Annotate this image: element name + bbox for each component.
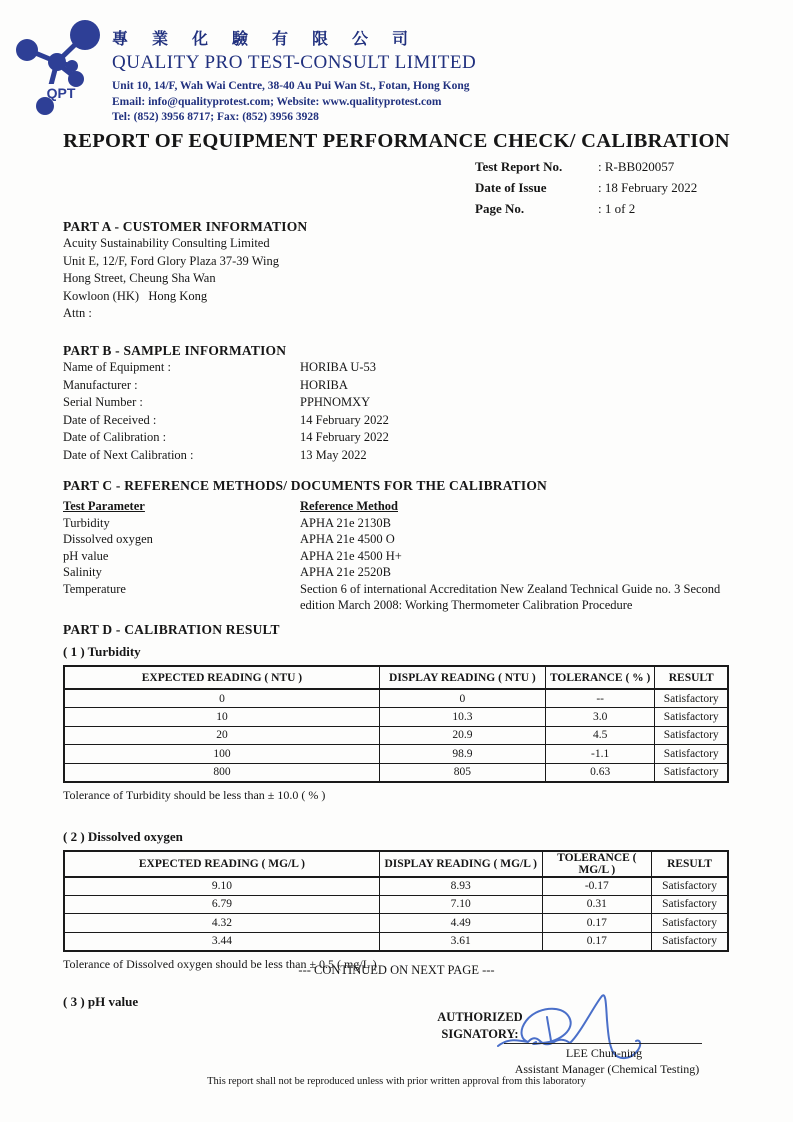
- field-label: Name of Equipment :: [63, 360, 171, 374]
- sample-info-row: [63, 394, 731, 412]
- table-cell: 8.93: [379, 877, 542, 896]
- field-label: Manufacturer :: [63, 377, 138, 392]
- reference-method-row: [63, 548, 731, 565]
- company-phone: Tel: (852) 3956 8717; Fax: (852) 3956 3928: [112, 111, 319, 123]
- field-value: 14 February 2022: [300, 430, 389, 444]
- table-cell: Satisfactory: [655, 763, 728, 782]
- table-row: [64, 745, 728, 764]
- sample-info-row: [63, 359, 731, 377]
- field-value: PPHNOMXY: [300, 395, 371, 409]
- table-cell: 98.9: [379, 745, 545, 764]
- report-title: REPORT OF EQUIPMENT PERFORMANCE CHECK/ CALIBRATION: [63, 130, 730, 152]
- part-a-customer-information: [63, 219, 731, 323]
- reference-method: APHA 21e 4500 H+: [300, 548, 402, 563]
- reference-method: APHA 21e 4500 O: [300, 532, 395, 546]
- reference-method-row: [63, 581, 731, 614]
- table-header-cell: RESULT: [652, 851, 728, 877]
- signatory-name: LEE Chun-ning: [565, 1046, 643, 1060]
- field-value: 13 May 2022: [300, 447, 367, 462]
- qpt-logo-text: QPT: [46, 85, 76, 101]
- reference-method: APHA 21e 2130B: [300, 515, 391, 530]
- table-row: [64, 914, 728, 933]
- field-value: HORIBA U-53: [300, 360, 377, 374]
- parameter-name: pH value: [63, 548, 109, 563]
- reference-method-row: [63, 564, 731, 581]
- report-number-label: Test Report No.: [475, 159, 563, 174]
- table-row: [64, 932, 728, 951]
- company-name-english: QUALITY PRO TEST-CONSULT LIMITED: [112, 52, 477, 73]
- table-cell: 0.63: [545, 763, 655, 782]
- customer-address-line: Hong Street, Cheung Sha Wan: [63, 271, 216, 285]
- table-row: [64, 708, 728, 727]
- table-row: [64, 763, 728, 782]
- company-address: Unit 10, 14/F, Wah Wai Centre, 38-40 Au Pui Wan St., Fotan, Hong Kong: [112, 80, 470, 92]
- table-header-row: [64, 666, 728, 689]
- part-c-reference-methods: [63, 478, 731, 614]
- attention-line: Attn :: [63, 306, 92, 320]
- parameter-name: Dissolved oxygen: [63, 532, 153, 546]
- part-d-calibration-result: [63, 622, 731, 1010]
- reference-method-column-header: Reference Method: [300, 499, 398, 513]
- table-cell: 7.10: [379, 895, 542, 914]
- sample-info-row: [63, 447, 731, 465]
- report-info-row: [475, 177, 697, 198]
- table-cell: Satisfactory: [652, 932, 728, 951]
- sample-info-row: [63, 412, 731, 430]
- table-row: [64, 877, 728, 896]
- table-cell: 3.61: [379, 932, 542, 951]
- table-cell: 0.31: [542, 895, 652, 914]
- reference-method-row: [63, 515, 731, 532]
- table-cell: --: [545, 689, 655, 708]
- table-cell: -0.17: [542, 877, 652, 896]
- test-parameter-column-header: Test Parameter: [63, 499, 145, 513]
- parameter-name: Salinity: [63, 565, 102, 579]
- page-number-value: : 1 of 2: [598, 201, 636, 216]
- ph-section-label: ( 3 ) pH value: [63, 993, 139, 1009]
- turbidity-tolerance-note: Tolerance of Turbidity should be less than ± 10.0 ( % ): [63, 787, 326, 802]
- table-cell: 4.32: [64, 914, 379, 933]
- company-name-chinese: 專 業 化 驗 有 限 公 司: [112, 31, 419, 48]
- reference-method: APHA 21e 2520B: [300, 565, 391, 579]
- table-cell: 4.49: [379, 914, 542, 933]
- table-cell: -1.1: [545, 745, 655, 764]
- date-of-issue-value: : 18 February 2022: [598, 180, 698, 195]
- sample-info-row: [63, 429, 731, 447]
- field-label: Date of Received :: [63, 412, 157, 427]
- dissolved-oxygen-section-label: ( 2 ) Dissolved oxygen: [63, 828, 183, 844]
- customer-address-line: Unit E, 12/F, Ford Glory Plaza 37-39 Wing: [63, 253, 279, 268]
- table-cell: 800: [64, 763, 379, 782]
- table-header-cell: EXPECTED READING ( NTU ): [64, 666, 379, 689]
- customer-address-line: Kowloon (HK) Hong Kong: [63, 288, 208, 303]
- letterhead: [112, 26, 672, 125]
- table-cell: 0: [379, 689, 545, 708]
- continued-on-next-page-note: --- CONTINUED ON NEXT PAGE ---: [298, 963, 495, 977]
- field-label: Date of Calibration :: [63, 430, 167, 444]
- signatory-title: Assistant Manager (Chemical Testing): [514, 1062, 700, 1076]
- report-number-value: : R-BB020057: [598, 159, 675, 174]
- table-cell: 20: [64, 726, 379, 745]
- reference-methods-header-row: [63, 498, 731, 515]
- table-cell: 10: [64, 708, 379, 727]
- table-header-cell: TOLERANCE ( MG/L ): [542, 851, 652, 877]
- table-cell: 100: [64, 745, 379, 764]
- table-cell: 6.79: [64, 895, 379, 914]
- company-logo: [10, 12, 110, 118]
- table-cell: Satisfactory: [655, 708, 728, 727]
- table-cell: Satisfactory: [652, 895, 728, 914]
- part-c-heading: PART C - REFERENCE METHODS/ DOCUMENTS FOR THE CALIBRATION: [63, 478, 547, 493]
- reference-method: Section 6 of international Accreditation New Zealand Technical Guide no. 3 Second edition March 2008: Working Thermometer Calibration Procedure: [300, 581, 721, 612]
- table-header-cell: RESULT: [655, 666, 728, 689]
- date-of-issue-label: Date of Issue: [475, 180, 547, 195]
- table-cell: Satisfactory: [652, 914, 728, 933]
- table-cell: Satisfactory: [655, 745, 728, 764]
- table-cell: 9.10: [64, 877, 379, 896]
- report-info-row: [475, 198, 697, 219]
- parameter-name: Turbidity: [63, 515, 110, 530]
- part-d-heading: PART D - CALIBRATION RESULT: [63, 622, 280, 637]
- field-label: Serial Number :: [63, 395, 143, 409]
- report-info-row: [475, 156, 697, 177]
- table-cell: Satisfactory: [652, 877, 728, 896]
- table-header-cell: TOLERANCE ( % ): [545, 666, 655, 689]
- table-header-cell: EXPECTED READING ( MG/L ): [64, 851, 379, 877]
- parameter-name: Temperature: [63, 581, 126, 596]
- turbidity-section-label: ( 1 ) Turbidity: [63, 644, 141, 659]
- table-cell: 20.9: [379, 726, 545, 745]
- table-cell: Satisfactory: [655, 726, 728, 745]
- table-cell: 0.17: [542, 914, 652, 933]
- field-value: HORIBA: [300, 377, 348, 392]
- field-value: 14 February 2022: [300, 412, 389, 427]
- table-cell: 0: [64, 689, 379, 708]
- table-row: [64, 895, 728, 914]
- page-number-label: Page No.: [475, 201, 525, 216]
- table-cell: Satisfactory: [655, 689, 728, 708]
- dissolved-oxygen-table: [63, 850, 729, 952]
- table-header-cell: DISPLAY READING ( NTU ): [379, 666, 545, 689]
- part-b-heading: PART B - SAMPLE INFORMATION: [63, 343, 287, 358]
- field-label: Date of Next Calibration :: [63, 447, 194, 462]
- dissolved-oxygen-tolerance-note: Tolerance of Dissolved oxygen should be less than ± 0.5 ( mg/L ): [63, 956, 377, 971]
- customer-name: Acuity Sustainability Consulting Limited: [63, 236, 270, 250]
- authorized-signatory-label: AUTHORIZED SIGNATORY:: [437, 1010, 523, 1041]
- turbidity-table: [63, 665, 729, 783]
- footer-disclaimer: This report shall not be reproduced unless with prior written approval from this laboratory: [207, 1076, 586, 1087]
- table-row: [64, 726, 728, 745]
- table-cell: 805: [379, 763, 545, 782]
- report-info: [475, 156, 697, 219]
- table-cell: 0.17: [542, 932, 652, 951]
- reference-method-row: [63, 531, 731, 548]
- sample-info-row: [63, 377, 731, 395]
- table-row: [64, 689, 728, 708]
- table-header-cell: DISPLAY READING ( MG/L ): [379, 851, 542, 877]
- table-cell: 3.44: [64, 932, 379, 951]
- company-contact: Email: info@qualityprotest.com; Website: www.qualityprotest.com: [112, 95, 442, 108]
- part-b-sample-information: [63, 343, 731, 464]
- table-cell: 3.0: [545, 708, 655, 727]
- table-header-row: [64, 851, 728, 877]
- part-a-heading: PART A - CUSTOMER INFORMATION: [63, 219, 308, 234]
- table-cell: 4.5: [545, 726, 655, 745]
- table-cell: 10.3: [379, 708, 545, 727]
- signature-line: [504, 1043, 702, 1044]
